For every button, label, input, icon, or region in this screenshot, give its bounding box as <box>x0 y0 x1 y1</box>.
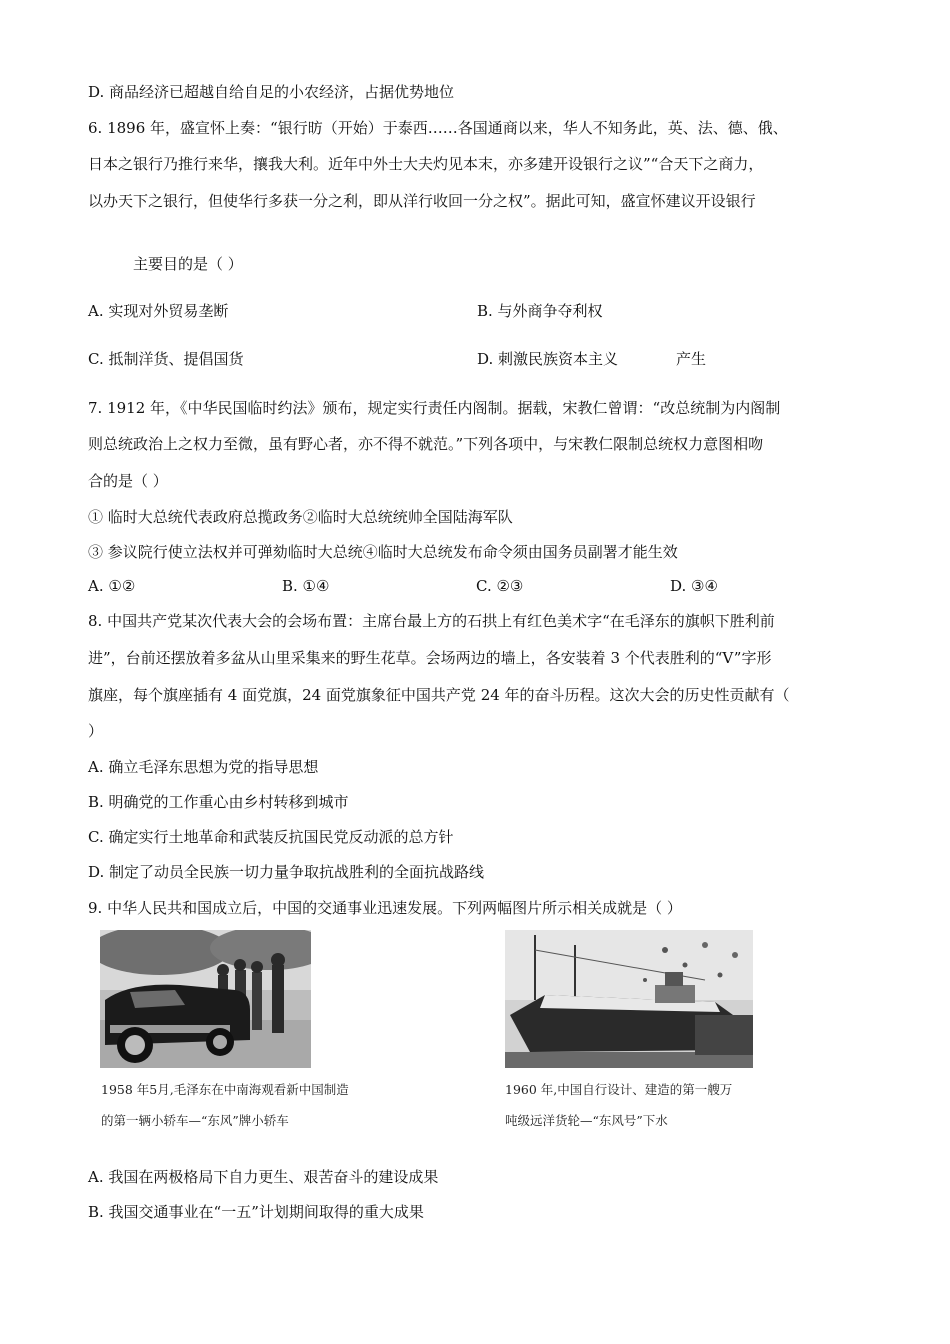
q7-statement-3-4: ③ 参议院行使立法权并可弹劾临时大总统④临时大总统发布命令须由国务员副署才能生效 <box>88 543 678 561</box>
q7-option-a: A. ①② <box>88 577 136 595</box>
q9-option-b: B. 我国交通事业在“一五”计划期间取得的重大成果 <box>88 1203 424 1221</box>
q6-option-b: B. 与外商争夺利权 <box>477 302 603 320</box>
ship-photo <box>505 930 753 1068</box>
q5-option-d: D. 商品经济已超越自给自足的小农经济，占据优势地位 <box>88 83 455 101</box>
car-caption-line-1: 1958 年5月,毛泽东在中南海观看新中国制造 <box>101 1082 349 1097</box>
q6-option-d-tail: 产生 <box>676 350 707 368</box>
ship-caption-line-2: 吨级远洋货轮—“东风号”下水 <box>505 1113 668 1128</box>
car-caption-line-2: 的第一辆小轿车—“东风”牌小轿车 <box>101 1113 289 1128</box>
q7-stem-line-1: 7. 1912 年，《中华民国临时约法》颁布，规定实行责任内阁制。据载，宋教仁曾谓：“改总统制为内阁制 <box>88 399 781 417</box>
q6-option-a: A. 实现对外贸易垄断 <box>88 302 229 320</box>
q6-option-d: D. 刺激民族资本主义 <box>477 350 619 368</box>
q8-stem-line-3: 旗座，每个旗座插有 4 面党旗，24 面党旗象征中国共产党 24 年的奋斗历程。这次大会的历史性贡献有（ <box>88 686 790 704</box>
ship-caption-line-1: 1960 年,中国自行设计、建造的第一艘万 <box>505 1082 733 1097</box>
q8-option-d: D. 制定了动员全民族一切力量争取抗战胜利的全面抗战路线 <box>88 863 485 881</box>
q7-option-b: B. ①④ <box>282 577 330 595</box>
q7-option-d: D. ③④ <box>670 577 718 595</box>
q8-stem-line-4: ） <box>88 722 104 740</box>
q9-option-a: A. 我国在两极格局下自力更生、艰苦奋斗的建设成果 <box>88 1168 439 1186</box>
q6-option-c: C. 抵制洋货、提倡国货 <box>88 350 244 368</box>
q8-option-b: B. 明确党的工作重心由乡村转移到城市 <box>88 793 349 811</box>
q7-statement-1-2: ① 临时大总统代表政府总揽政务②临时大总统统帅全国陆海军队 <box>88 508 513 526</box>
ship-photo-illustration <box>505 930 753 1068</box>
q6-stem-line-3: 以办天下之银行，但使华行多获一分之利，即从洋行收回一分之权”。据此可知，盛宣怀建议开设银行 <box>88 192 756 210</box>
q7-stem-line-3: 合的是（ ） <box>88 472 168 490</box>
q8-stem-line-1: 8. 中国共产党某次代表大会的会场布置：主席台最上方的石拱上有红色美术字“在毛泽东的旗帜下胜利前 <box>88 612 775 630</box>
q7-stem-line-2: 则总统政治上之权力至微，虽有野心者，亦不得不就范。”下列各项中，与宋教仁限制总统权力意图相吻 <box>88 435 764 453</box>
q9-stem: 9. 中华人民共和国成立后，中国的交通事业迅速发展。下列两幅图片所示相关成就是（ ） <box>88 899 682 917</box>
q6-stem-line-2: 日本之银行乃推行来华，攘我大利。近年中外士大夫灼见本末，亦多建开设银行之议”“合天下之商力， <box>88 155 764 173</box>
q7-option-c: C. ②③ <box>476 577 524 595</box>
q8-option-a: A. 确立毛泽东思想为党的指导思想 <box>88 758 319 776</box>
q6-stem-line-4: 主要目的是（ ） <box>133 255 243 273</box>
q8-stem-line-2: 进”，台前还摆放着多盆从山里采集来的野生花草。会场两边的墙上，各安装着 3 个代表胜利的“V”字形 <box>88 649 772 667</box>
q8-option-c: C. 确定实行土地革命和武装反抗国民党反动派的总方针 <box>88 828 454 846</box>
car-photo-illustration <box>100 930 311 1068</box>
q6-stem-line-1: 6. 1896 年，盛宣怀上奏：“银行昉（开始）于泰西……各国通商以来，华人不知务此，英、法、德、俄、 <box>88 119 788 137</box>
car-photo <box>100 930 311 1068</box>
